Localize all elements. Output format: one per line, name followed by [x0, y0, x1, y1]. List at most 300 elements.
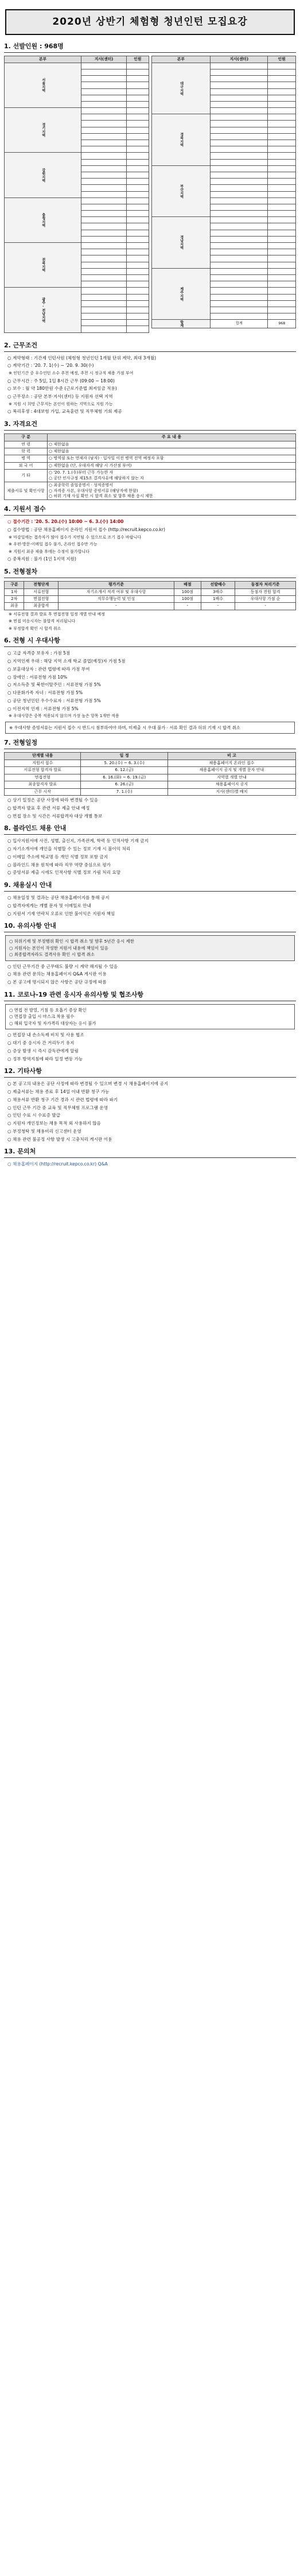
org-branch-cell	[211, 217, 268, 223]
list-item: ○ 인턴 근무기간 중 근무태도 불량 시 계약 해지될 수 있음	[7, 963, 118, 969]
org-count-cell	[268, 274, 296, 281]
process-notes	[4, 611, 296, 632]
table-cell: 직무수행능력 및 인성	[59, 596, 174, 603]
org-branch-cell	[81, 114, 127, 121]
org-header: 인원	[268, 56, 296, 63]
org-count-cell	[268, 146, 296, 153]
org-branch-cell	[211, 313, 268, 320]
org-count-cell	[127, 146, 149, 153]
table-header: 전형단계	[24, 582, 59, 588]
contact-text: ○ 채용홈페이지 (http://recruit.kepco.co.kr) Q&A	[7, 1161, 108, 1167]
qual-content: ○ 제한없음	[48, 441, 296, 448]
table-cell: 2차	[5, 596, 24, 603]
org-count-cell	[268, 268, 296, 274]
list-item: ○ 중복지원 : 불가 (1인 1지역 지원)	[7, 556, 76, 562]
org-count-cell	[127, 326, 149, 332]
org-count-cell	[127, 307, 149, 313]
section-heading: 12. 기타사항	[4, 1067, 296, 1078]
covid-box: ○ 면접 전 발열, 기침 등 호흡기 증상 확인 ○ 면접장 출입 시 마스크 착용 필수 ○ 해외 입국자 및 자가격리 대상자는 응시 불가	[5, 1004, 295, 1029]
org-group-label: 전북지역	[5, 243, 81, 288]
org-branch-cell	[81, 320, 127, 326]
org-branch-cell	[211, 121, 268, 127]
list-item: ○ 증빙서류 제출 시에도 인적사항 식별 정보 가림 처리 요망	[7, 870, 121, 876]
org-branch-cell	[81, 268, 127, 274]
table-cell: 1차	[5, 588, 24, 595]
qual-category: 연 령	[5, 441, 48, 448]
qual-content: ○ 병역필 또는 면제자 (남자) · 입사일 이전 병역 전역 예정자 포함	[48, 455, 296, 462]
org-count-cell	[127, 121, 149, 127]
list-item: ○ 지원서 기재 연락처 오류로 인한 불이익은 지원자 책임	[7, 911, 115, 916]
org-branch-cell	[81, 313, 127, 320]
org-header: 본부	[151, 56, 211, 63]
org-branch-cell	[211, 179, 268, 185]
org-count-cell	[127, 63, 149, 69]
org-branch-cell	[211, 230, 268, 236]
org-branch-cell	[211, 243, 268, 249]
org-branch-cell	[81, 63, 127, 69]
list-item: ○ 장애인 : 서류전형 가점 10%	[7, 674, 68, 680]
org-count-cell	[127, 69, 149, 75]
section-heading: 11. 코로나-19 관련 응시자 유의사항 및 협조사항	[4, 990, 296, 1001]
section-covid	[4, 990, 296, 1062]
org-branch-cell	[211, 140, 268, 146]
section-work-conditions	[4, 341, 296, 416]
org-group-label: 경남지역	[151, 217, 211, 269]
org-count-cell	[268, 76, 296, 82]
org-branch-cell	[81, 76, 127, 82]
org-branch-cell	[211, 197, 268, 204]
org-count-cell	[268, 294, 296, 300]
qual-content: ○ 최종학력 졸업증명서 · 성적증명서 ○ 자격증 사본, 우대사항 증빙서류 (해당자에 한함) ○ 허위 기재 사실 확인 시 합격 취소 및 향후 채용 응시 제한	[48, 482, 296, 500]
org-count-cell	[127, 313, 149, 320]
org-group-label: 대구지역	[151, 63, 211, 114]
process-table	[4, 581, 296, 610]
org-branch-cell	[81, 121, 127, 127]
section-application	[4, 505, 296, 563]
org-branch-cell	[211, 255, 268, 262]
section-heading: 9. 채용실시 안내	[4, 881, 296, 892]
cautions-box: ○ 허위기재 및 부정행위 확인 시 합격 취소 및 향후 5년간 응시 제한 ○ 지원자는 본인이 작성한 지원서 내용에 책임이 있음 ○ 최종합격자라도 결격사유 확인 시 합격 취소	[5, 935, 295, 960]
list-item: ○ 채용서류 반환 청구 기간 경과 시 관련 법령에 따라 파기	[7, 1097, 118, 1102]
org-count-cell	[127, 95, 149, 101]
org-branch-cell	[211, 211, 268, 217]
table-cell: 면접전형	[24, 596, 59, 603]
org-count-cell	[127, 88, 149, 95]
org-branch-cell	[211, 223, 268, 230]
list-item: ○ 근무시간 : 주 5일, 1일 8시간 근무 (09:00 ~ 18:00)	[7, 378, 115, 384]
org-count-cell	[268, 82, 296, 88]
list-item: ※ 면접 미응시자는 불합격 처리됩니다	[9, 619, 76, 624]
org-count-cell	[268, 159, 296, 165]
org-count-cell	[268, 217, 296, 223]
org-group-label: 서울지역	[5, 63, 81, 107]
table-row	[5, 603, 296, 610]
table-cell: 6. 16.(화) ~ 6. 19.(금)	[81, 774, 168, 781]
table-row	[5, 441, 296, 448]
table-row	[151, 217, 296, 223]
table-cell: 최종	[5, 603, 24, 610]
org-branch-cell	[81, 243, 127, 249]
org-branch-cell	[81, 165, 127, 172]
org-branch-cell	[211, 69, 268, 75]
list-item: ○ 채용일정 및 결과는 공단 채용홈페이지를 통해 공지	[7, 894, 110, 900]
org-branch-cell	[211, 300, 268, 307]
section-process	[4, 567, 296, 632]
org-branch-cell	[211, 172, 268, 178]
org-branch-cell	[81, 82, 127, 88]
org-left-body	[5, 63, 149, 332]
table-cell: -	[59, 603, 174, 610]
org-branch-cell	[81, 274, 127, 281]
table-row	[5, 462, 296, 469]
list-item: ○ 공단 청년인턴 우수수료자 : 서류전형 가점 5%	[7, 698, 101, 703]
list-item: ○ 인턴 근무 기간 중 교육 및 직무체험 프로그램 운영	[7, 1105, 108, 1110]
table-row	[151, 63, 296, 69]
application-list	[4, 526, 296, 563]
org-count-cell	[268, 197, 296, 204]
table-cell: 100점	[174, 596, 201, 603]
org-count-cell	[127, 108, 149, 114]
table-row	[5, 767, 296, 774]
list-item: ○ 대기 중 응시자 간 거리두기 유지	[7, 1040, 75, 1046]
org-count-cell	[127, 230, 149, 236]
table-row	[151, 320, 296, 328]
org-group-label: 제주지역	[151, 268, 211, 320]
table-cell: 서류전형 합격자 발표	[5, 767, 81, 774]
org-group-label: 부산지역	[151, 165, 211, 217]
table-cell: 자기소개서 적격 여부 및 우대사항	[59, 588, 174, 595]
org-count-cell	[268, 179, 296, 185]
list-item: ○ 자기소개서에 개인을 식별할 수 있는 정보 기재 시 불이익 처리	[7, 846, 131, 851]
org-group-label: 경기지역	[5, 108, 81, 153]
org-count-cell	[268, 172, 296, 178]
org-branch-cell	[211, 63, 268, 69]
list-item: ○ 증상 발생 시 즉시 감독관에게 알림	[7, 1048, 79, 1053]
list-item: ○ 보훈대상자 : 관련 법령에 따라 가점 부여	[7, 666, 90, 672]
table-header: 배점	[174, 582, 201, 588]
org-count-cell	[127, 191, 149, 197]
org-branch-cell: 합계	[211, 320, 268, 328]
list-item: ○ 저소득층 및 북한이탈주민 : 서류전형 가점 5%	[7, 682, 101, 688]
table-cell: 채용홈페이지 공지 및 개별 문자 안내	[167, 767, 295, 774]
org-count-cell	[127, 185, 149, 191]
list-item: ○ 채용 관련 불공정 사항 발생 시 고충처리 게시판 이용	[7, 1136, 112, 1142]
qual-body	[5, 441, 296, 500]
table-row	[5, 108, 149, 114]
org-group-label: 광주·전남지역	[5, 288, 81, 332]
org-branch-cell	[81, 191, 127, 197]
org-branch-cell	[81, 108, 127, 114]
org-count-cell	[127, 101, 149, 107]
table-header: 비 고	[167, 753, 295, 760]
org-branch-cell	[81, 172, 127, 178]
list-item: ○ 부정청탁 및 채용비리 신고센터 운영	[7, 1128, 81, 1134]
table-header: 동점자 처리기준	[235, 582, 296, 588]
section-heading: 10. 유의사항 안내	[4, 921, 296, 932]
section-cautions	[4, 921, 296, 986]
table-cell: 우대사항 가점 순	[235, 596, 296, 603]
org-header: 인원	[127, 56, 149, 63]
org-branch-cell	[81, 300, 127, 307]
org-branch-cell	[81, 249, 127, 255]
table-row	[5, 596, 296, 603]
org-count-cell	[127, 179, 149, 185]
table-row	[151, 114, 296, 121]
org-branch-cell	[81, 185, 127, 191]
table-header: 단계별 내용	[5, 753, 81, 760]
table-row	[5, 470, 296, 482]
org-group-label: 경북지역	[151, 114, 211, 166]
list-item: ○ 입사지원서에 사진, 성별, 출신지, 가족관계, 학력 등 인적사항 기재 금지	[7, 838, 149, 844]
table-row	[151, 268, 296, 274]
org-count-cell	[127, 159, 149, 165]
table-row	[5, 197, 149, 204]
org-branch-cell	[211, 82, 268, 88]
list-item: ※ 지원서 최종 제출 후에는 수정이 불가합니다	[9, 549, 89, 554]
org-branch-cell	[81, 69, 127, 75]
list-item: ○ 합격자에게는 개별 문자 및 이메일로 안내	[7, 902, 91, 908]
table-cell: 지원서 접수	[5, 760, 81, 766]
org-branch-cell	[81, 197, 127, 204]
qual-content: ○ '20. 7. 1.(수)부터 근무 가능한 자 ○ 공단 인사규정 제15조 결격사유에 해당하지 않는 자	[48, 470, 296, 482]
list-item: ※ 인턴기간 중 우수인턴 소수 추천 예정, 추천 시 정규직 채용 가점 부여	[9, 371, 134, 376]
org-count-cell	[127, 268, 149, 274]
table-row	[5, 482, 296, 500]
section-heading: 5. 전형절차	[4, 567, 296, 578]
table-cell: 동점자 전원 합격	[235, 588, 296, 595]
org-branch-cell	[81, 307, 127, 313]
org-count-cell	[268, 223, 296, 230]
org-branch-cell	[81, 326, 127, 332]
org-count-cell	[127, 217, 149, 223]
org-count-cell	[268, 185, 296, 191]
application-period: ○ 접수기간 : '20. 5. 20.(수) 10:00 ~ 6. 3.(수) 14:00	[7, 519, 124, 525]
org-branch-cell	[81, 95, 127, 101]
qual-header: 주 요 내 용	[48, 434, 296, 441]
section-selection-count	[4, 42, 296, 333]
org-count-cell	[127, 211, 149, 217]
org-count-cell	[268, 114, 296, 121]
org-count-cell	[268, 255, 296, 262]
qual-content: ○ 제한없음	[48, 448, 296, 455]
section-qualifications	[4, 420, 296, 500]
org-header: 지사(센터)	[211, 56, 268, 63]
org-branch-cell	[211, 165, 268, 172]
blind-list	[4, 838, 296, 876]
list-item: ○ 본 공고의 내용은 공단 사정에 따라 변경될 수 있으며 변경 시 채용홈페이지에 공지	[7, 1081, 169, 1087]
org-branch-cell	[81, 217, 127, 223]
table-cell: 6. 12.(금)	[81, 767, 168, 774]
org-count-cell	[127, 274, 149, 281]
org-branch-cell	[211, 294, 268, 300]
org-branch-cell	[81, 127, 127, 133]
org-branch-cell	[211, 108, 268, 114]
org-branch-cell	[81, 230, 127, 236]
table-cell: 지사(센터)별 배치	[167, 788, 295, 795]
org-branch-cell	[211, 114, 268, 121]
section-schedule	[4, 738, 296, 819]
org-branch-cell	[81, 211, 127, 217]
table-cell: 최종합격	[24, 603, 59, 610]
org-count-cell	[127, 153, 149, 159]
org-count-cell	[127, 223, 149, 230]
table-cell: 3배수	[201, 588, 235, 595]
table-header: 평가기준	[59, 582, 174, 588]
org-count-cell	[127, 294, 149, 300]
section-contact	[4, 1147, 296, 1168]
org-count-cell	[268, 95, 296, 101]
list-item: ○ 다문화가족 자녀 : 서류전형 가점 5%	[7, 690, 83, 696]
covid-list	[4, 1032, 296, 1062]
table-cell: 서류전형	[24, 588, 59, 595]
org-branch-cell	[81, 204, 127, 210]
table-cell: 6. 26.(금)	[81, 781, 168, 788]
org-count-cell	[127, 127, 149, 133]
org-count-cell	[268, 127, 296, 133]
org-branch-cell	[81, 88, 127, 95]
org-count-cell	[268, 191, 296, 197]
org-count-cell	[268, 69, 296, 75]
table-cell: 근무 시작	[5, 788, 81, 795]
org-count-cell	[268, 211, 296, 217]
section-heading: 6. 전형 시 우대사항	[4, 636, 296, 647]
org-branch-cell	[81, 262, 127, 268]
org-count-cell	[268, 140, 296, 146]
org-branch-cell	[81, 153, 127, 159]
org-count-cell	[268, 88, 296, 95]
list-item: ○ 면접 장소 및 시간은 서류합격자 대상 개별 통보	[7, 813, 103, 819]
org-branch-cell	[211, 268, 268, 274]
table-header: 구분	[5, 582, 24, 588]
list-item: ○ 지역인재 우대 : 해당 지역 소재 학교 졸업(예정)자 가점 5점	[7, 658, 126, 664]
list-item: ○ 보수 : 월 약 180만원 수준 (근로기준법 최저임금 적용)	[7, 386, 117, 392]
org-count-cell	[127, 165, 149, 172]
org-count-cell	[268, 300, 296, 307]
table-row	[5, 455, 296, 462]
qual-category: 기 타	[5, 470, 48, 482]
org-count-cell	[268, 236, 296, 242]
org-branch-cell	[81, 101, 127, 107]
section-blind	[4, 824, 296, 876]
table-cell: 100점	[174, 588, 201, 595]
schedule-notes	[4, 797, 296, 819]
qual-header: 구 분	[5, 434, 48, 441]
org-branch-cell	[81, 223, 127, 230]
table-row	[151, 165, 296, 172]
list-item: ○ 정부 방역지침에 따라 일정 변동 가능	[7, 1056, 83, 1062]
list-item: ※ 서류전형 결과 발표 후 면접전형 일정 개별 안내 예정	[9, 611, 105, 617]
org-count-cell	[127, 320, 149, 326]
table-row	[5, 588, 296, 595]
table-row	[5, 63, 149, 69]
org-count-cell	[268, 108, 296, 114]
org-group-label: 강원지역	[5, 153, 81, 197]
preference-note-box: ※ 우대사항 증빙서류는 지원서 접수 시 반드시 첨부하여야 하며, 미제출 시 우대 불가 · 서류 확인 결과 허위 기재 시 합격 취소	[5, 722, 295, 734]
table-cell: 면접전형	[5, 774, 81, 781]
page-title: 2020년 상반기 체험형 청년인턴 모집요강	[5, 9, 295, 35]
org-branch-cell	[211, 249, 268, 255]
org-count-cell	[268, 133, 296, 140]
table-cell: 채용홈페이지 온라인 접수	[167, 760, 295, 766]
org-branch-cell	[211, 127, 268, 133]
list-item: ○ 고급 자격증 보유자 : 가점 5점	[7, 650, 71, 656]
list-item: ※ 마감일에는 접속자가 많아 접수가 지연될 수 있으므로 조기 접수 바랍니다	[9, 534, 141, 540]
org-header: 본부	[5, 56, 81, 63]
org-count-cell	[268, 288, 296, 294]
qualification-table	[4, 433, 296, 500]
org-branch-cell	[211, 288, 268, 294]
org-count-cell	[268, 101, 296, 107]
list-item: ○ 이전지역 인재 : 서류전형 가점 5%	[7, 706, 79, 711]
org-table-right	[151, 56, 297, 329]
org-branch-cell	[211, 133, 268, 140]
qual-category: 병 역	[5, 455, 48, 462]
section-heading: 1. 선발인원 : 968명	[4, 42, 296, 53]
org-count-cell	[127, 249, 149, 255]
section-heading: 2. 근무조건	[4, 341, 296, 352]
qual-category: 외 국 어	[5, 462, 48, 469]
org-branch-cell	[211, 88, 268, 95]
org-count-cell	[127, 172, 149, 178]
table-cell: 채용홈페이지 공지	[167, 781, 295, 788]
org-branch-cell	[81, 140, 127, 146]
org-branch-cell	[211, 191, 268, 197]
org-branch-cell	[211, 76, 268, 82]
org-count-cell	[268, 63, 296, 69]
org-branch-cell	[211, 281, 268, 288]
schedule-table	[4, 752, 296, 796]
org-count-cell	[127, 133, 149, 140]
table-cell: 1배수	[201, 596, 235, 603]
table-row	[5, 448, 296, 455]
org-count-cell	[127, 204, 149, 210]
list-item: ○ 계약형태 : 기간제 인턴사원 (체험형 청년인턴 1개월 단위 계약, 최대 3개월)	[7, 355, 157, 361]
org-table-left	[4, 56, 149, 333]
section-heading: 3. 자격요건	[4, 420, 296, 431]
org-branch-cell	[211, 101, 268, 107]
list-item: ※ 부정합격 확인 시 합격 취소	[9, 626, 61, 631]
org-count-cell	[268, 281, 296, 288]
table-row	[5, 288, 149, 294]
hiring-list	[4, 894, 296, 917]
org-count-cell	[127, 76, 149, 82]
org-branch-cell	[81, 133, 127, 140]
org-count-cell	[127, 140, 149, 146]
list-item: ○ 합격자 발표 후 관련 서류 제출 안내 예정	[7, 805, 90, 811]
list-item: ○ 지원자 개인정보는 채용 목적 외 사용하지 않음	[7, 1121, 101, 1126]
org-count-cell	[127, 255, 149, 262]
other-list	[4, 1080, 296, 1142]
table-cell: -	[235, 603, 296, 610]
list-item: ○ 면접장 내 손소독제 비치 및 사용 협조	[7, 1032, 84, 1038]
org-group-label: 합계	[151, 320, 211, 328]
qual-content: ○ 제한없음 (단, 우대자격 해당 시 가산점 부여)	[48, 462, 296, 469]
table-header: 일 정	[81, 753, 168, 760]
org-branch-cell	[81, 288, 127, 294]
org-count-cell	[268, 307, 296, 313]
org-tables	[4, 56, 296, 333]
org-count-cell	[268, 121, 296, 127]
list-item: ○ 접수방법 : 공단 채용홈페이지 온라인 지원서 접수 (http://recruit.kepco.co.kr)	[7, 527, 165, 533]
org-count-cell	[127, 281, 149, 288]
org-branch-cell	[81, 179, 127, 185]
org-branch-cell	[211, 204, 268, 210]
list-item: ○ 본 공고에 명시되지 않은 사항은 공단 규정에 따름	[7, 979, 107, 985]
list-item: ※ 지원 시 희망 근무지는 본인이 원하는 지역으로 지원 가능	[9, 401, 113, 406]
org-right-body	[151, 63, 296, 328]
section-hiring	[4, 881, 296, 917]
org-header: 지사(센터)	[81, 56, 127, 63]
